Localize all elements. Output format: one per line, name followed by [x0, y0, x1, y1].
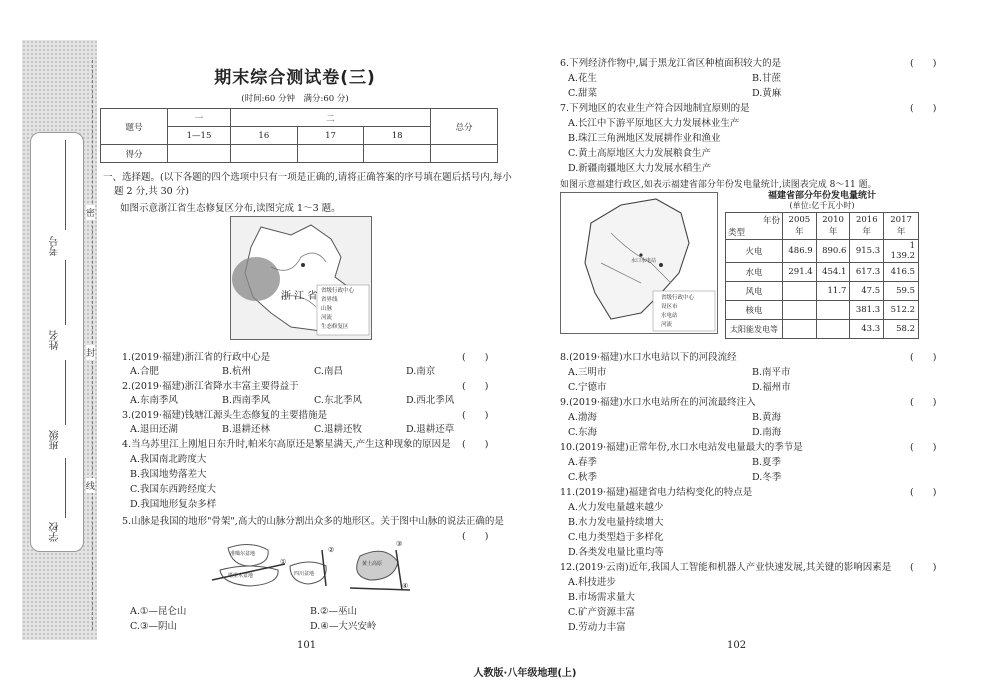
table-cell: 890.6	[816, 240, 850, 263]
option[interactable]: A.合肥	[130, 366, 159, 377]
row-label: 核电	[726, 301, 783, 320]
mark-label: ④	[402, 582, 409, 590]
table-cell: 47.5	[850, 282, 884, 301]
table-cell	[783, 282, 817, 301]
row-label: 风电	[726, 282, 783, 301]
option[interactable]: A.花生	[568, 73, 597, 84]
row-label: 火电	[726, 240, 783, 263]
table-cell: 381.3	[850, 301, 884, 320]
table-title: 福建省部分年份发电量统计	[767, 191, 876, 201]
table-cell	[816, 301, 850, 320]
fujian-map	[560, 192, 718, 334]
table-cell: 291.4	[783, 263, 817, 282]
header-cell: 二	[231, 109, 431, 127]
question-10: 10.(2019·福建)正常年份,水口水电站发电量最大的季节是	[560, 442, 803, 453]
map-legend	[661, 294, 694, 330]
answer-slot[interactable]: ( )	[462, 352, 489, 363]
option[interactable]: C.甜菜	[568, 88, 597, 99]
option[interactable]: A.春季	[568, 457, 597, 468]
option[interactable]: C.我国东西跨经度大	[130, 484, 216, 495]
answer-slot[interactable]: ( )	[910, 397, 937, 408]
option[interactable]: C.退耕还牧	[314, 424, 362, 435]
table-cell: 43.3	[850, 320, 884, 339]
header-cell: 16	[231, 127, 298, 145]
option[interactable]: D.我国地形复杂多样	[130, 499, 217, 510]
legend-item: 水电站	[661, 313, 678, 319]
option[interactable]: B.杭州	[222, 366, 252, 377]
legend-item: 河流	[661, 322, 673, 328]
option[interactable]: C.③—阴山	[130, 621, 177, 632]
year-header: 2005 年	[783, 213, 817, 240]
region-label: 四川盆地	[294, 571, 315, 577]
header-type: 类型	[728, 228, 746, 238]
cut-mark-3: 线	[86, 478, 95, 493]
row-label: 水电	[726, 263, 783, 282]
section-heading: 一、选择题。(以下各题的四个选项中只有一项是正确的,请将正确答案的序号填在题后括号内,每小	[103, 172, 512, 183]
name-line[interactable]	[65, 260, 66, 325]
header-cell: 一	[168, 109, 231, 127]
energy-table	[725, 212, 919, 339]
option[interactable]: B.水力发电量持续增大	[568, 517, 664, 528]
row-label: 太阳能发电等	[726, 320, 783, 339]
header-cell: 1—15	[168, 127, 231, 145]
score-cell[interactable]	[297, 145, 364, 163]
intro-text: 如图示意浙江省生态修复区分布,读图完成 1～3 题。	[120, 203, 341, 214]
option[interactable]: B.黄海	[752, 412, 782, 423]
option[interactable]: A.火力发电量越来越少	[568, 502, 664, 513]
option[interactable]: C.电力类型趋于多样化	[568, 532, 664, 543]
option[interactable]: A.退田还湖	[130, 424, 178, 435]
option[interactable]: D.南海	[752, 427, 782, 438]
region-label: 黄土高原	[362, 561, 383, 567]
option[interactable]: B.退耕还林	[222, 424, 271, 435]
table-cell: 512.2	[884, 301, 919, 320]
score-cell[interactable]	[431, 145, 498, 163]
map-legend	[321, 287, 354, 332]
answer-slot[interactable]: ( )	[910, 487, 937, 498]
option[interactable]: C.秋季	[568, 472, 597, 483]
cut-mark-1: 密	[86, 205, 95, 220]
option[interactable]: B.夏季	[752, 457, 782, 468]
question-1: 1.(2019·福建)浙江省的行政中心是	[122, 352, 271, 363]
option[interactable]: D.各类发电量比重均等	[568, 547, 664, 558]
option[interactable]: C.东北季风	[314, 395, 362, 406]
table-cell: 416.5	[884, 263, 919, 282]
option[interactable]: D.劳动力丰富	[568, 622, 626, 633]
option[interactable]: D.西北季风	[406, 395, 455, 406]
year-header: 2016 年	[850, 213, 884, 240]
section-heading-cont: 题 2 分,共 30 分)	[114, 186, 189, 197]
table-cell: 59.5	[884, 282, 919, 301]
answer-slot[interactable]: ( )	[462, 381, 489, 392]
option[interactable]: D.冬季	[752, 472, 782, 483]
header-year: 年份	[762, 216, 780, 226]
header-cell: 18	[364, 127, 431, 145]
map-label: 水口水电站	[631, 258, 657, 264]
exam-info: (时间:60 分钟 满分:60 分)	[241, 94, 349, 104]
table-cell	[783, 320, 817, 339]
mountain-diagram	[210, 540, 410, 595]
option[interactable]: C.东海	[568, 427, 597, 438]
option[interactable]: B.西南季风	[222, 395, 271, 406]
footer-book-title: 人教版·八年级地理(上)	[473, 668, 577, 679]
option[interactable]: B.南平市	[752, 367, 791, 378]
legend-item: 省界线	[321, 297, 338, 303]
option[interactable]: D.福州市	[752, 382, 791, 393]
school-label: 学校	[50, 522, 61, 542]
header-cell: 17	[297, 127, 364, 145]
mountain-diagram-drawing	[210, 540, 410, 595]
year-header: 2010 年	[816, 213, 850, 240]
question-11: 11.(2019·福建)福建省电力结构变化的特点是	[560, 487, 753, 498]
table-cell: 617.3	[850, 263, 884, 282]
table-cell: 915.3	[850, 240, 884, 263]
question-2: 2.(2019·福建)浙江省降水丰富主要得益于	[122, 381, 299, 392]
intro-text-2: 如图示意福建行政区,如表示福建省部分年份发电量统计,读图表完成 8～11 题。	[560, 180, 877, 190]
question-4: 4.当乌苏里江上刚旭日东升时,帕米尔高原还是繁星满天,产生这种现象的原因是	[122, 439, 451, 450]
option[interactable]: A.科技进步	[568, 577, 616, 588]
legend-item: 省级行政中心	[321, 288, 355, 294]
legend-item: 设区市	[661, 304, 678, 310]
answer-slot[interactable]: ( )	[910, 58, 937, 69]
legend-item: 山脉	[321, 306, 333, 312]
question-9: 9.(2019·福建)水口水电站所在的河流最终注入	[560, 397, 756, 408]
score-cell[interactable]	[364, 145, 431, 163]
question-8: 8.(2019·福建)水口水电站以下的河段流经	[560, 352, 737, 363]
option[interactable]: B.珠江三角洲地区发展耕作业和渔业	[568, 133, 721, 144]
exam-no-label: 考号	[50, 236, 61, 256]
question-7: 7.下列地区的农业生产符合因地制宜原则的是	[560, 103, 750, 114]
option[interactable]: C.矿产资源丰富	[568, 607, 635, 618]
legend-item: 生态修复区	[321, 324, 349, 330]
table-cell	[816, 320, 850, 339]
answer-slot[interactable]: ( )	[462, 439, 489, 450]
table-unit: (单位:亿千瓦小时)	[789, 201, 855, 210]
table-cell: 486.9	[783, 240, 817, 263]
mark-label: ②	[328, 546, 335, 554]
diag-header	[726, 213, 783, 240]
zhejiang-map	[230, 216, 372, 340]
question-6: 6.下列经济作物中,属于黑龙江省区种植面积较大的是	[560, 58, 782, 69]
cut-mark-2: 封	[86, 345, 95, 360]
answer-slot[interactable]: ( )	[462, 410, 489, 421]
option[interactable]: A.我国南北跨度大	[130, 454, 207, 465]
option[interactable]: A.①—昆仑山	[130, 606, 187, 617]
answer-slot[interactable]: ( )	[462, 531, 489, 542]
option[interactable]: A.东南季风	[130, 395, 178, 406]
table-cell: 1 139.2	[884, 240, 919, 263]
option[interactable]: B.甘蔗	[752, 73, 782, 84]
option[interactable]: B.市场需求量大	[568, 592, 636, 603]
legend-item: 河流	[321, 315, 333, 321]
header-cell: 得分	[101, 145, 168, 163]
question-5: 5.山脉是我国的地形"骨架",高大的山脉分割出众多的地形区。关于图中山脉的说法正确的是	[122, 516, 504, 527]
class-line[interactable]	[65, 360, 66, 425]
table-cell	[783, 301, 817, 320]
option[interactable]: C.宁德市	[568, 382, 607, 393]
header-cell: 题号	[101, 109, 168, 145]
map-label: 浙 江 省	[281, 291, 318, 302]
option[interactable]: D.南京	[406, 366, 436, 377]
table-cell: 58.2	[884, 320, 919, 339]
class-label: 班级	[50, 430, 61, 450]
option[interactable]: D.新疆南疆地区大力发展水稻生产	[568, 163, 712, 174]
option[interactable]: C.南昌	[314, 366, 343, 377]
option[interactable]: A.长江中下游平原地区大力发展林业生产	[568, 118, 740, 129]
name-label: 姓名	[50, 330, 61, 350]
option[interactable]: C.黄土高原地区大力发展粮食生产	[568, 148, 711, 159]
option[interactable]: A.三明市	[568, 367, 607, 378]
question-3: 3.(2019·福建)钱塘江源头生态修复的主要措施是	[122, 410, 328, 421]
school-line[interactable]	[65, 458, 66, 518]
answer-slot[interactable]: ( )	[910, 103, 937, 114]
score-table	[100, 108, 498, 163]
table-cell: 454.1	[816, 263, 850, 282]
page-number-right: 102	[727, 640, 747, 651]
page-title: 期末综合测试卷(三)	[214, 68, 376, 88]
score-cell[interactable]	[231, 145, 298, 163]
question-12: 12.(2019·云南)近年,我国人工智能和机器人产业快速发展,其关键的影响因素是	[560, 562, 892, 573]
year-header: 2017 年	[884, 213, 919, 240]
mark-label: ③	[396, 540, 403, 548]
table-cell: 11.7	[816, 282, 850, 301]
option[interactable]: B.②—巫山	[310, 606, 358, 617]
option[interactable]: B.我国地势落差大	[130, 469, 207, 480]
option[interactable]: D.④—大兴安岭	[310, 621, 377, 632]
header-cell: 总分	[431, 109, 498, 145]
answer-slot[interactable]: ( )	[910, 352, 937, 363]
score-cell[interactable]	[168, 145, 231, 163]
region-label: 准噶尔盆地	[230, 551, 256, 557]
answer-slot[interactable]: ( )	[910, 562, 937, 573]
legend-item: 省级行政中心	[661, 295, 695, 301]
page-number-left: 101	[297, 640, 317, 651]
answer-slot[interactable]: ( )	[910, 442, 937, 453]
exam-no-line[interactable]	[65, 140, 66, 230]
option[interactable]: D.退耕还草	[406, 424, 455, 435]
option[interactable]: D.黄麻	[752, 88, 782, 99]
region-label: 塔里木盆地	[228, 573, 254, 579]
option[interactable]: A.渤海	[568, 412, 597, 423]
mark-label: ①	[280, 558, 287, 566]
